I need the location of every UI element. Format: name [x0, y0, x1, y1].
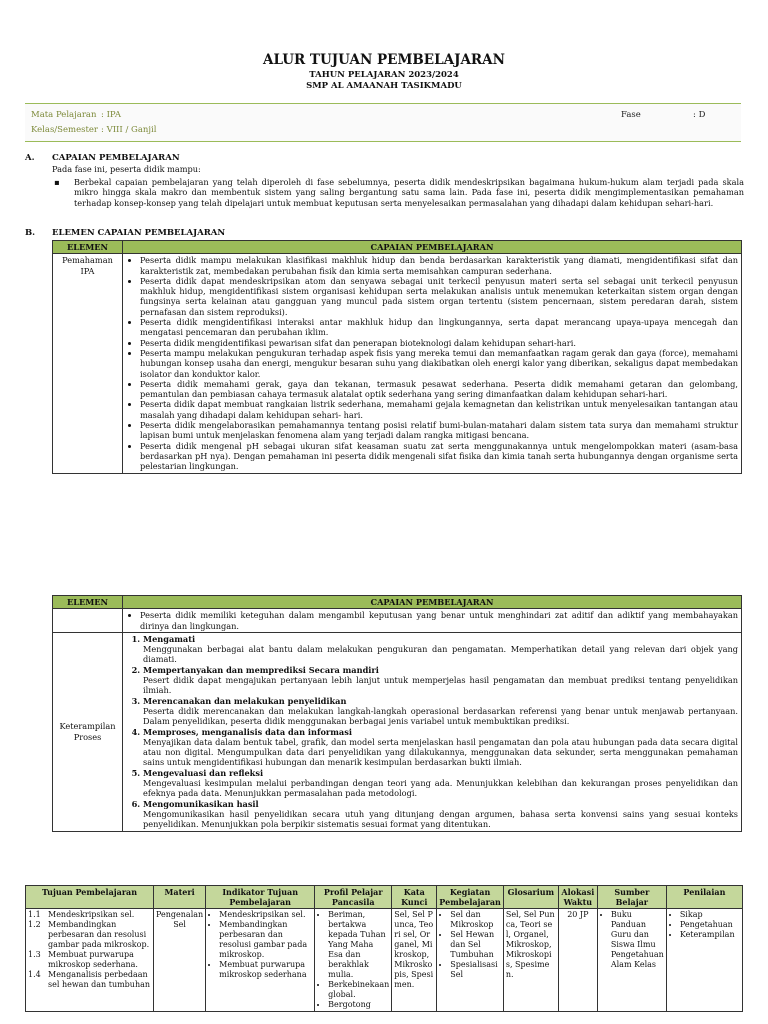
step-description: Pesert didik dapat mengajukan pertanyaan lebih lanjut untuk memperjelas hasil pengamatan dan membuat prediksi tentang penyelidikan ilmiah. [143, 675, 738, 696]
list-item: • Peserta didik dapat mendeskripsikan atom dan senyawa sebagai unit terkecil penyusun materi serta sel sebagai unit terkecil penyusun makhluk hidup, mengidentifikasi sistem organisasi kehidupan serta melakukan analisis untuk menemukan keterkaitan sistem organ dengan fungsinya serta kelainan atau gangguan yang muncul pada sistem organ tertentu (sistem pencernaan, sistem peredaran darah, sistem pernafasan dan sistem reproduksi). [140, 276, 738, 317]
materi-cell: Pengenalan Sel [154, 909, 206, 1012]
list-item: • Mendeskripsikan sel. [219, 910, 312, 920]
list-item: • Peserta didik dapat membuat rangkaian listrik sederhana, memahami gejala kemagnetan dan kelistrikan untuk menyelesaikan tantangan atau masalah yang dihadapi dalam kehidupan sehari- hari. [140, 399, 738, 420]
objective-text: Membuat purwarupa mikroskop sederhana. [48, 950, 138, 969]
objective-item [28, 910, 151, 920]
elemen-cell: Keterampilan Proses [53, 632, 123, 831]
capaian-table-1 [52, 240, 742, 474]
kegiatan-cell [437, 909, 504, 1012]
list-item [143, 799, 738, 830]
capaian-list [126, 255, 738, 471]
table-row [53, 609, 742, 633]
table-row [53, 632, 742, 831]
objective-text: Membandingkan perbesaran dan resolusi gambar pada mikroskop. [48, 920, 150, 949]
header-elemen: ELEMEN [53, 596, 123, 609]
capaian-cell [123, 254, 742, 473]
table-row [26, 909, 743, 1012]
subject-info-box [25, 103, 741, 142]
objective-text: Mendeskripsikan sel. [48, 910, 135, 919]
objective-item [28, 970, 151, 990]
list-item: • Bergotong [328, 1000, 389, 1010]
learning-objectives-table [25, 885, 743, 1012]
header-capaian: CAPAIAN PEMBELAJARAN [123, 241, 742, 254]
subject-row [31, 110, 121, 120]
section-a-number: A. [25, 153, 35, 163]
list-item: • Peserta didik memiliki keteguhan dalam mengambil keputusan yang benar untuk menghindari zat aditif dan adiktif yang membahayakan dirinya dan lingkungan. [140, 610, 738, 631]
document-title: ALUR TUJUAN PEMBELAJARAN [263, 52, 505, 68]
section-a-bullet-text: Berbekal capaian pembelajaran yang telah diperoleh di fase sebelumnya, peserta didik mendeskripsikan bagaimana hukum-hukum alam terjadi pada skala mikro hingga skala makro dan membentuk sistem yang saling bergantung satu sama lain. Pada fase ini, peserta didik mengimplementasikan pemahaman terhadap konsep-konsep yang telah dipelajari untuk membuat keputusan serta menyelesaikan permasalahan yang dihadapi dalam kehidupan sehari-hari. [74, 177, 744, 208]
penilaian-list [669, 910, 740, 940]
section-a-intro: Pada fase ini, peserta didik mampu: [52, 164, 201, 174]
step-title: Mempertanyakan dan memprediksi Secara mandiri [143, 664, 379, 675]
sumber-cell [597, 909, 666, 1012]
objective-number: 1.2 [28, 920, 41, 929]
glosarium-cell: Sel, Sel Punca, Teori sel, Organel, Mikroskop, Mikroskopis, Spesimen. [503, 909, 558, 1012]
section-b-number: B. [25, 228, 36, 238]
list-item: • Spesialisasi Sel [450, 960, 501, 980]
list-item [143, 665, 738, 696]
tujuan-cell [26, 909, 154, 1012]
header-profil: Profil Pelajar Pancasila [315, 886, 392, 909]
header-elemen: ELEMEN [53, 241, 123, 254]
list-item [143, 727, 738, 768]
list-item: • Peserta didik mengidentifikasi interaksi antar makhluk hidup dan lingkungannya, serta dapat merancang upaya-upaya mencegah dan mengatasi pencemaran dan perubahan iklim. [140, 317, 738, 338]
step-description: Mengomunikasikan hasil penyelidikan secara utuh yang ditunjang dengan argumen, bahasa serta konvensi sains yang sesuai konteks penyelidikan. Menunjukkan pola berpikir sistematis sesuai format yang ditentukan. [143, 808, 738, 830]
header-capaian: CAPAIAN PEMBELAJARAN [123, 596, 742, 609]
step-title: Mengamati [143, 633, 196, 644]
indikator-cell [206, 909, 315, 1012]
section-b-heading [25, 228, 225, 238]
capaian-list [126, 610, 738, 631]
phase-label: Fase [621, 110, 641, 120]
list-item: • Peserta didik mampu melakukan klasifikasi makhluk hidup dan benda berdasarkan karakteristik yang diamati, mengidentifikasi sifat dan karakteristik zat, membedakan perubahan fisik dan kimia serta memisahkan campuran sederhana. [140, 255, 738, 276]
capaian-cell [123, 632, 742, 831]
list-item: • Peserta mampu melakukan pengukuran terhadap aspek fisis yang mereka temui dan memanfaatkan ragam gerak dan gaya (force), memahami hubungan konsep usaha dan energi, mengukur besaran suhu yang diakibatkan oleh energi kalor yang diberikan, sekaligus dapat membedakan isolator dan konduktor kalor. [140, 348, 738, 379]
list-item: • Peserta didik mengelaborasikan pemahamannya tentang posisi relatif bumi-bulan-matahari dalam sistem tata surya dan memahami struktur lapisan bumi untuk menjelaskan fenomena alam yang terjadi dalam rangka mitigasi bencana. [140, 420, 738, 441]
objective-item [28, 950, 151, 970]
step-description: Peserta didik merencanakan dan melakukan langkah-langkah operasional berdasarkan referensi yang benar untuk menjawab pertanyaan. Dalam penyelidikan, peserta didik menggunakan berbagai jenis variabel untuk membuktikan prediksi. [143, 705, 738, 727]
academic-year: TAHUN PELAJARAN 2023/2024 [309, 70, 459, 80]
capaian-cell [123, 609, 742, 633]
header-kata-kunci: Kata Kunci [392, 886, 437, 909]
list-item: • Pengetahuan [680, 920, 740, 930]
header-materi: Materi [154, 886, 206, 909]
list-item: • Sel Hewan dan Sel Tumbuhan [450, 930, 501, 960]
header-sumber: Sumber Belajar [597, 886, 666, 909]
profil-list [317, 910, 389, 1010]
step-description: Mengevaluasi kesimpulan melalui perbandingan dengan teori yang ada. Menunjukkan kelebihan dan kekurangan proses penyelidikan dan efeknya pada data. Menunjukkan permasalahan pada metodologi. [143, 778, 738, 799]
kegiatan-list [439, 910, 501, 980]
step-title: Memproses, menganalisis data dan informasi [143, 726, 352, 737]
list-item: • Peserta didik memahami gerak, gaya dan tekanan, termasuk pesawat sederhana. Peserta didik memahami getaran dan gelombang, pemantulan dan pembiasan cahaya termasuk alatalat optik sederhana yang sering dimanfaatkan dalam kehidupan sehari-hari. [140, 379, 738, 400]
section-b-title: ELEMEN CAPAIAN PEMBELAJARAN [52, 228, 226, 238]
section-a-bullet [54, 177, 744, 208]
step-title: Merencanakan dan melakukan penyelidikan [143, 695, 347, 706]
list-item: • Beriman, bertakwa kepada Tuhan Yang Maha Esa dan berakhlak mulia. [328, 910, 389, 980]
objective-item [28, 920, 151, 950]
subject-value: : IPA [101, 110, 122, 120]
header-penilaian: Penilaian [666, 886, 742, 909]
table-row [53, 254, 742, 473]
phase-value: : D [693, 110, 706, 120]
penilaian-cell [666, 909, 742, 1012]
header-alokasi: Alokasi Waktu [558, 886, 597, 909]
header-indikator: Indikator Tujuan Pembelajaran [206, 886, 315, 909]
objective-number: 1.1 [28, 910, 41, 919]
header-kegiatan: Kegiatan Pembelajaran [437, 886, 504, 909]
step-title: Mengevaluasi dan refleksi [143, 767, 264, 778]
step-description: Menyajikan data dalam bentuk tabel, grafik, dan model serta menjelaskan hasil pengamatan dan pola atau hubungan pada data secara digital atau non digital. Mengumpulkan data dari penyelidikan yang dilakukannya, menggunakan data sekunder, serta menggunakan pemahaman sains untuk mengidentifikasi hubungan dan menarik kesimpulan berdasarkan bukti ilmiah. [143, 736, 738, 768]
alokasi-cell: 20 JP [558, 909, 597, 1012]
objective-number: 1.3 [28, 950, 41, 959]
list-item [143, 768, 738, 799]
class-row [31, 125, 156, 135]
header-tujuan: Tujuan Pembelajaran [26, 886, 154, 909]
table-header-row [53, 241, 742, 254]
indikator-list [208, 910, 312, 980]
list-item: • Membuat purwarupa mikroskop sederhana [219, 960, 312, 980]
class-value: : VIII / Ganjil [101, 125, 157, 135]
subject-label: Mata Pelajaran [31, 110, 97, 120]
elemen-cell: Pemahaman IPA [53, 254, 123, 473]
objective-text: Menganalisis perbedaan sel hewan dan tumbuhan [48, 970, 151, 989]
list-item: • Keterampilan [680, 930, 740, 940]
section-a-heading [25, 153, 180, 163]
class-label: Kelas/Semester [31, 125, 98, 135]
table-header-row [26, 886, 743, 909]
list-item: • Peserta didik mengidentifikasi pewarisan sifat dan penerapan bioteknologi dalam kehidupan sehari-hari. [140, 338, 738, 348]
bullet-marker-icon: ▪ [54, 177, 60, 187]
list-item: • Buku Panduan Guru dan Siswa Ilmu Pengetahuan Alam Kelas [611, 910, 664, 970]
section-a-title: CAPAIAN PEMBELAJARAN [52, 153, 180, 163]
header-glosarium: Glosarium [503, 886, 558, 909]
list-item: • Berkebinekaan global. [328, 980, 389, 1000]
kata-kunci-cell: Sel, Sel Punca, Teori sel, Organel, Mikroskop, Mikroskopis, Spesimen. [392, 909, 437, 1012]
step-description: Menggunakan berbagai alat bantu dalam melakukan pengukuran dan pengamatan. Memperhatikan detail yang relevan dari objek yang diamati. [143, 644, 738, 665]
table-header-row [53, 596, 742, 609]
capaian-table-2 [52, 595, 742, 832]
list-item [143, 634, 738, 665]
list-item: • Peserta didik mengenal pH sebagai ukuran sifat keasaman suatu zat serta menggunakannya untuk mengelompokkan materi (asam-basa berdasarkan pH nya). Dengan pemahaman ini peserta didik mengenali sifat fisika dan kimia tanah serta hubungannya dengan organisme serta pelestarian lingkungan. [140, 441, 738, 472]
objective-number: 1.4 [28, 970, 41, 979]
list-item: • Membandingkan perbesaran dan resolusi gambar pada mikroskop. [219, 920, 312, 960]
profil-cell [315, 909, 392, 1012]
sumber-list [600, 910, 664, 970]
list-item: • Sel dan Mikroskop [450, 910, 501, 930]
step-title: Mengomunikasikan hasil [143, 798, 259, 809]
elemen-cell-empty [53, 609, 123, 633]
list-item: • Sikap [680, 910, 740, 920]
process-steps-list [126, 634, 738, 830]
list-item [143, 696, 738, 727]
school-name: SMP AL AMAANAH TASIKMADU [306, 81, 462, 91]
